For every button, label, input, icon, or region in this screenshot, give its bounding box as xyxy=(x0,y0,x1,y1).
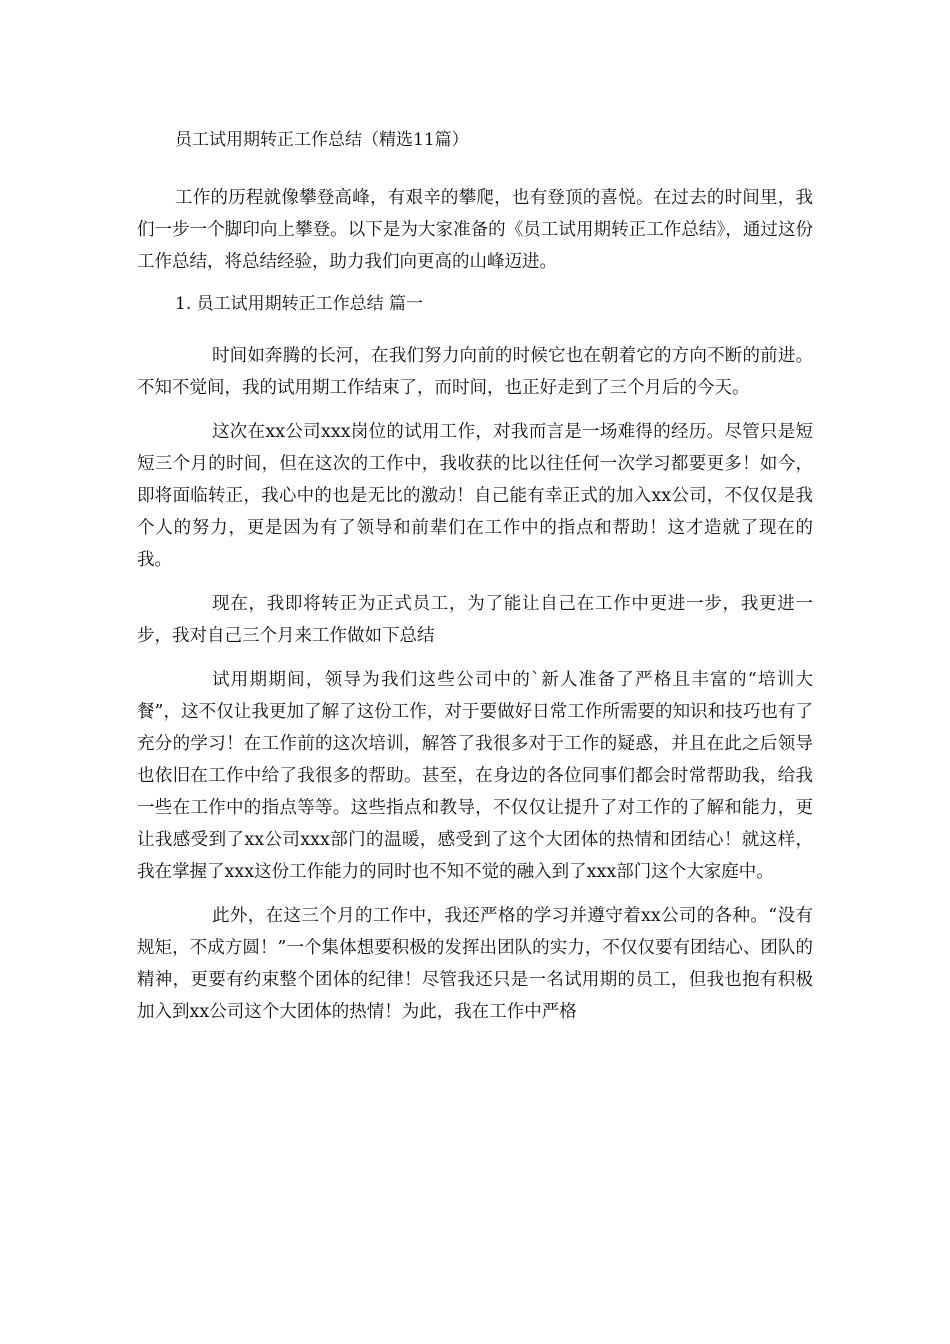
body-paragraph: 现在，我即将转正为正式员工，为了能让自己在工作中更进一步，我更进一步，我对自己三个月来工作做如下总结 xyxy=(137,594,813,646)
body-paragraph: 此外，在这三个月的工作中，我还严格的学习并遵守着xx公司的各种。“没有规矩，不成方圆！”一个集体想要积极的发挥出团队的实力，不仅仅要有团结心、团队的精神，更要有约束整个团体的纪律！尽管我还只是一名试用期的员工，但我也抱有积极加入到xx公司这个大团体的热情！为此，我在工作中严格 xyxy=(137,906,813,1022)
document-body xyxy=(137,128,813,1040)
section-heading: 1. 员工试用期转正工作总结 篇一 xyxy=(175,294,424,314)
body-paragraph: 试用期期间，领导为我们这些公司中的`新人准备了严格且丰富的“培训大餐”，这不仅让我更加了解了这份工作，对于要做好日常工作所需要的知识和技巧也有了充分的学习！在工作前的这次培训，解答了我很多对于工作的疑惑，并且在此之后领导也依旧在工作中给了我很多的帮助。甚至，在身边的各位同事们都会时常帮助我，给我一些在工作中的指点等等。这些指点和教导，不仅仅让提升了对工作的了解和能力，更让我感受到了xx公司xxx部门的温暖，感受到了这个大团体的热情和团结心！就这样，我在掌握了xxx这份工作能力的同时也不知不觉的融入到了xxx部门这个大家庭中。 xyxy=(137,670,813,882)
body-paragraph: 时间如奔腾的长河，在我们努力向前的时候它也在朝着它的方向不断的前进。不知不觉间，我的试用期工作结束了，而时间，也正好走到了三个月后的今天。 xyxy=(137,346,813,398)
document-title: 员工试用期转正工作总结（精选11篇） xyxy=(175,130,469,150)
body-paragraph: 这次在xx公司xxx岗位的试用工作，对我而言是一场难得的经历。尽管只是短短三个月的时间，但在这次的工作中，我收获的比以往任何一次学习都要更多！如今，即将面临转正，我心中的也是无比的激动！自己能有幸正式的加入xx公司，不仅仅是我个人的努力，更是因为有了领导和前辈们在工作中的指点和帮助！这才造就了现在的我。 xyxy=(137,422,813,570)
intro-paragraph: 工作的历程就像攀登高峰，有艰辛的攀爬，也有登顶的喜悦。在过去的时间里，我们一步一个脚印向上攀登。以下是为大家准备的《员工试用期转正工作总结》，通过这份工作总结，将总结经验，助力我们向更高的山峰迈进。 xyxy=(137,188,813,272)
